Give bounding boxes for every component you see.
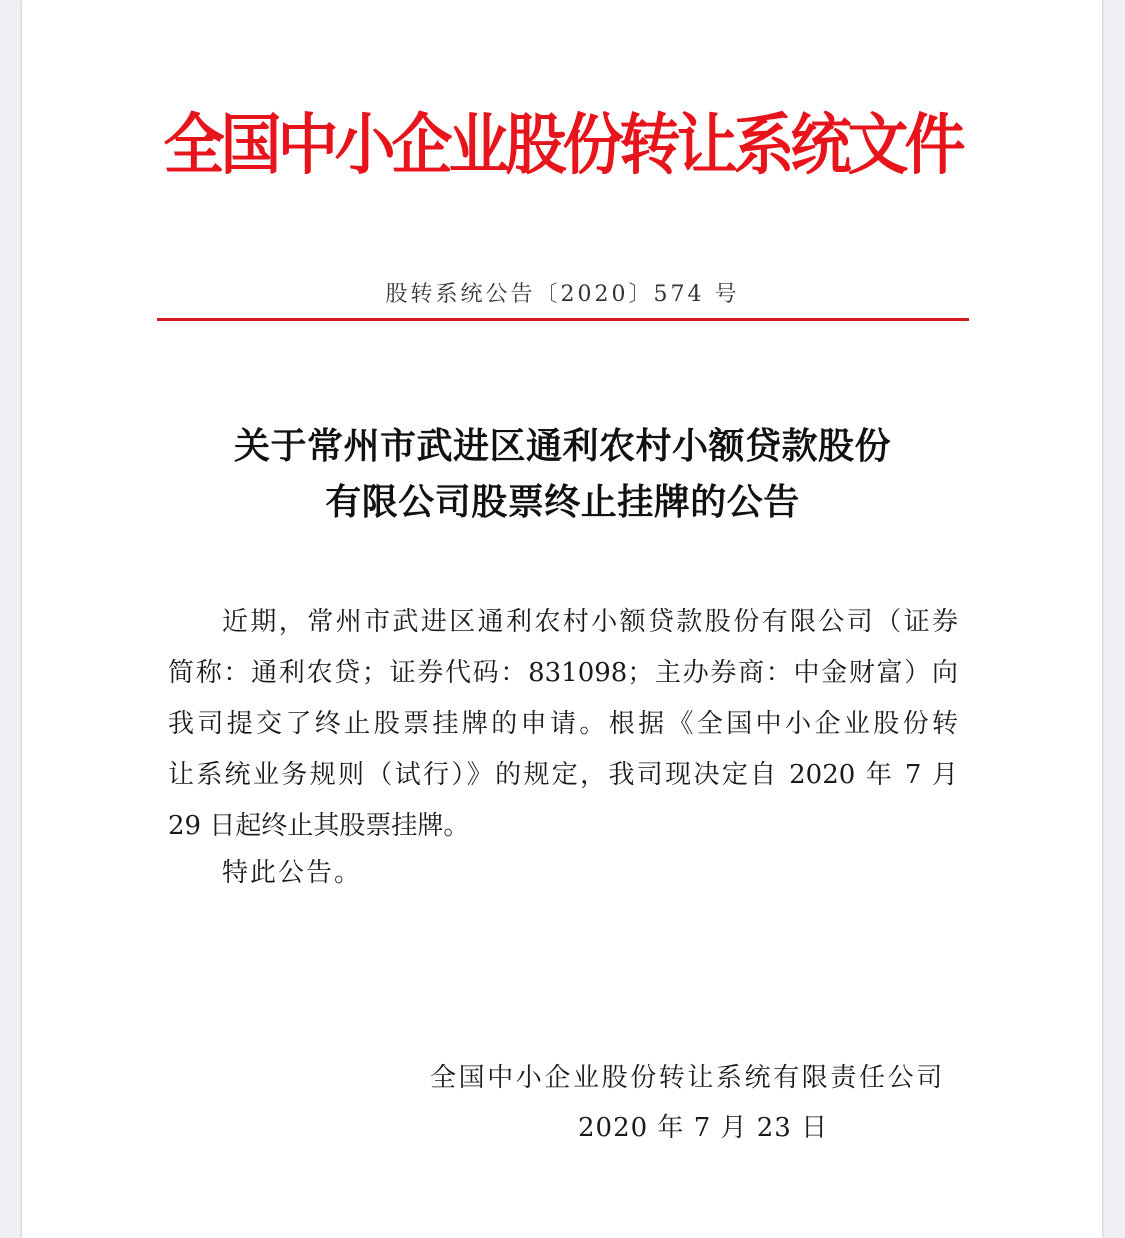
announcement-title bbox=[0, 418, 1125, 530]
signing-date: 2020 年 7 月 23 日 bbox=[578, 1113, 829, 1143]
body-line-2: 简称：通利农贷；证券代码：831098；主办券商：中金财富）向 bbox=[168, 658, 958, 688]
red-divider-rule bbox=[157, 318, 969, 321]
title-line-1: 关于常州市武进区通利农村小额贷款股份 bbox=[233, 425, 891, 467]
closing-statement: 特此公告。 bbox=[222, 858, 363, 888]
body-line-3: 我司提交了终止股票挂牌的申请。根据《全国中小企业股份转 bbox=[168, 709, 958, 739]
announcement-body bbox=[168, 597, 958, 852]
document-masthead: 全国中小企业股份转让系统文件 bbox=[163, 107, 962, 184]
body-line-4: 让系统业务规则（试行）》的规定，我司现决定自 2020 年 7 月 bbox=[168, 760, 958, 790]
body-line-5: 29 日起终止其股票挂牌。 bbox=[168, 811, 470, 841]
title-line-2: 有限公司股票终止挂牌的公告 bbox=[325, 481, 800, 523]
signing-organization: 全国中小企业股份转让系统有限责任公司 bbox=[430, 1063, 945, 1093]
document-number: 股转系统公告〔2020〕574 号 bbox=[385, 282, 740, 307]
body-line-1: 近期，常州市武进区通利农村小额贷款股份有限公司（证券 bbox=[222, 607, 958, 637]
